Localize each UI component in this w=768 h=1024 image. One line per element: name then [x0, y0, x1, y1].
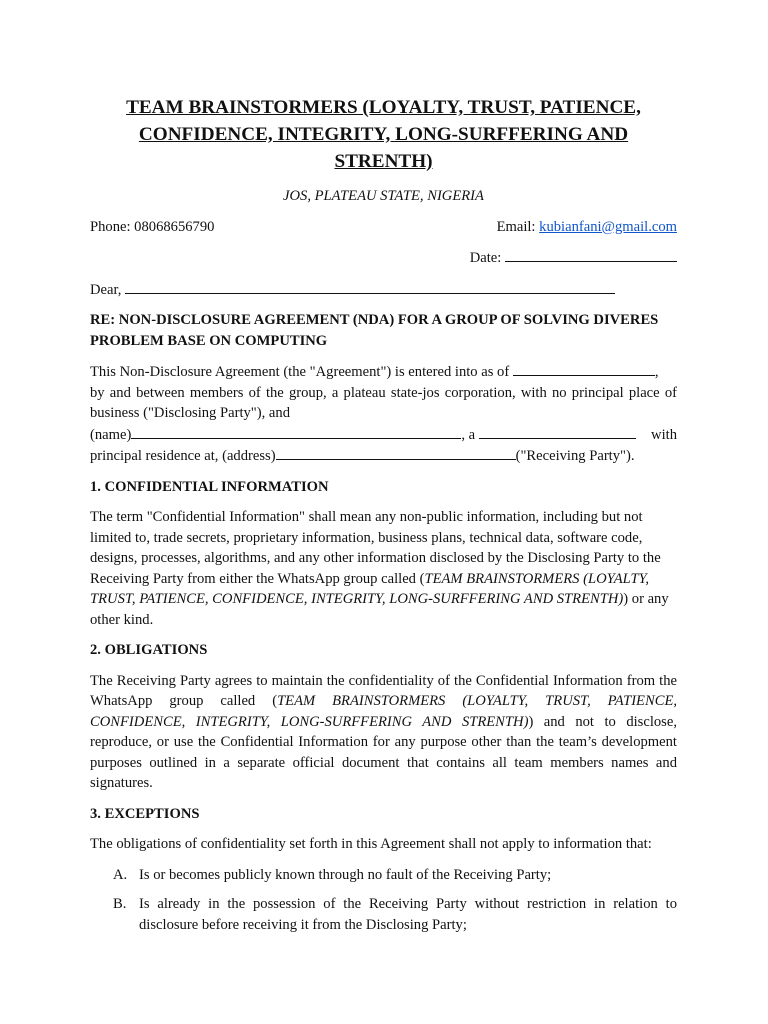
section-2-heading: 2. OBLIGATIONS	[90, 642, 208, 658]
greeting-line	[90, 279, 677, 301]
intro-text-1: This Non-Disclosure Agreement (the "Agreement") is entered into as of	[90, 364, 513, 380]
name-label: (name)	[90, 426, 132, 443]
phone-text: Phone: 08068656790	[90, 218, 215, 235]
section-1-text	[90, 507, 677, 630]
section-1-text-b: ) or any other kind.	[90, 591, 669, 628]
email-link[interactable]: kubianfani@gmail.com	[539, 218, 677, 235]
list-marker: A.	[113, 866, 128, 883]
section-2-group-name: TEAM BRAINSTORMERS (LOYALTY, TRUST, PATIENCE, CONFIDENCE, INTEGRITY, LONG-SURFFERING AND STRENTH)	[90, 693, 678, 730]
name-mid-text: , a	[461, 426, 479, 443]
section-2-text-a: The Receiving Party agrees to maintain the confidentiality of the Confidential Information from the WhatsApp group called (	[90, 672, 677, 709]
greeting-text: Dear,	[90, 281, 126, 298]
address-label: principal residence at, (address)	[90, 448, 276, 464]
email-block	[497, 217, 677, 238]
exceptions-list	[90, 865, 677, 936]
role-blank	[479, 424, 636, 439]
list-item	[90, 894, 677, 935]
date-line	[90, 247, 677, 269]
date-label: Date:	[469, 250, 505, 266]
section-3-intro: The obligations of confidentiality set forth in this Agreement shall not apply to information that:	[90, 836, 652, 852]
name-blank	[131, 424, 461, 439]
intro-comma: ,	[654, 364, 659, 380]
address-blank	[276, 445, 516, 460]
title-line-2: CONFIDENCE, INTEGRITY, LONG-SURFFERING AND	[138, 124, 629, 145]
recipient-blank	[125, 279, 615, 294]
section-1-heading: 1. CONFIDENTIAL INFORMATION	[90, 478, 329, 495]
contact-row	[90, 217, 677, 238]
list-marker: B.	[113, 896, 127, 912]
subject-line: RE: NON-DISCLOSURE AGREEMENT (NDA) FOR A GROUP OF SOLVING DIVERES PROBLEM BASE ON COMPUTING	[90, 312, 659, 349]
section-2-text	[90, 671, 677, 794]
agreement-date-blank	[513, 361, 655, 376]
location-line: JOS, PLATEAU STATE, NIGERIA	[283, 188, 484, 204]
title-line-1: TEAM BRAINSTORMERS (LOYALTY, TRUST, PATIENCE,	[126, 97, 641, 118]
list-item	[90, 865, 677, 886]
receiving-party-text: ("Receiving Party").	[515, 448, 635, 464]
section-1-text-a: The term "Confidential Information" shall mean any non-public information, including but not limited to, trade secrets, proprietary information, business plans, technical data, software code, designs, processes, algorithms, and any other information disclosed by the Disclosing Party to the Receiving Party from either the WhatsApp group called (	[90, 509, 661, 587]
section-1-group-name: TEAM BRAINSTORMERS (LOYALTY, TRUST, PATIENCE, CONFIDENCE, INTEGRITY, LONG-SURFFERING AND STRENTH)	[90, 570, 649, 607]
list-item-text: Is or becomes publicly known through no fault of the Receiving Party;	[139, 866, 552, 883]
list-item-text: Is already in the possession of the Receiving Party without restriction in relation to disclosure before receiving it from the Disclosing Party;	[139, 896, 677, 933]
section-3-heading: 3. EXCEPTIONS	[90, 805, 200, 822]
email-label: Email:	[496, 218, 540, 235]
title-line-3: STRENTH)	[334, 151, 433, 172]
intro-address-line	[90, 445, 677, 467]
intro-paragraph	[90, 361, 677, 467]
intro-line-2: by and between members of the group, a plateau state-jos corporation, with no principal place of business ("Disclosing Party"), and	[90, 384, 677, 421]
document-title	[90, 94, 677, 175]
name-end-text: with	[651, 426, 677, 443]
intro-line-1	[90, 361, 677, 383]
document-content	[90, 94, 677, 944]
section-2-text-b: ) and not to disclose, reproduce, or use the Confidential Information for any purpose other than the team’s development purposes outlined in a separate official document that contains all team members names and signatures.	[90, 713, 677, 791]
date-blank	[505, 247, 677, 262]
intro-name-line	[90, 424, 677, 446]
